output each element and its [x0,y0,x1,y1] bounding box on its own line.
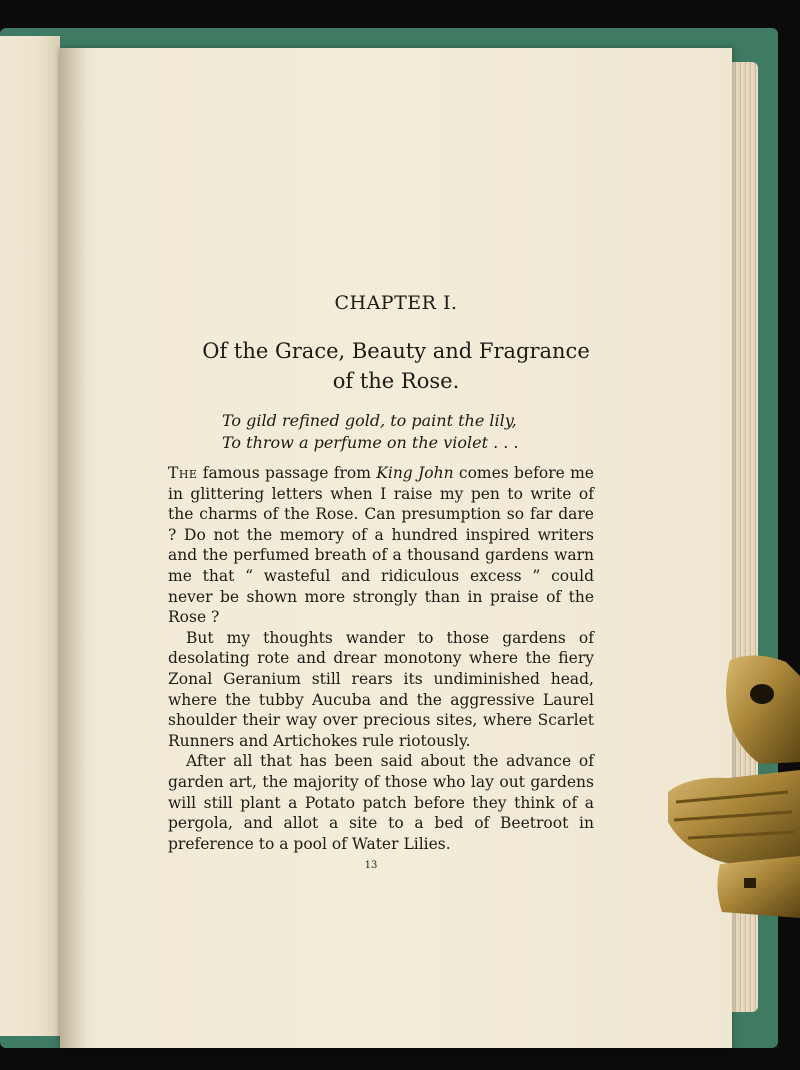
body-text [168,463,594,854]
paragraph-2: But my thoughts wander to those gardens of desolating rote and drear monotony where the fiery Zonal Geranium still rears its undiminished head, where the tubby Aucuba and the aggressive Laurel shoulder their way over precious sites, where Scarlet Runners and Artichokes rule riotously. [168,628,594,750]
page-number: 13 [364,860,378,871]
italic-title-king-john: King John [376,464,454,482]
chapter-title-line-1: Of the Grace, Beauty and Fragrance [202,339,590,363]
opening-word: The [168,464,198,482]
paragraph-1-text-b: comes before me in glittering letters when I raise my pen to write of the charms of the Rose. Can presumption so far dare ? Do not the memory of a hundred inspired writers and the perfumed breath of a thousand gardens warn me that “ wasteful and ridiculous excess ” could never be shown more strongly than in praise of the Rose ? [168,464,594,627]
epigraph-line-1: To gild refined gold, to paint the lily, [222,411,517,430]
chapter-heading: CHAPTER I. [334,292,458,314]
left-page [0,36,60,1036]
epigraph [222,410,582,454]
page-gutter [60,48,86,1048]
paragraph-1-text-a: famous passage from [197,464,377,482]
chapter-title [60,336,732,396]
chapter-title-line-2: of the Rose. [332,369,460,393]
epigraph-line-2: To throw a perfume on the violet . . . [222,433,519,452]
brass-page-clip [668,652,800,918]
paragraph-1 [168,463,594,628]
paragraph-3: After all that has been said about the advance of garden art, the majority of those who lay out gardens will still plant a Potato patch before they think of a pergola, and allot a site to a bed of Beetroot in preference to a pool of Water Lilies. [168,752,594,853]
